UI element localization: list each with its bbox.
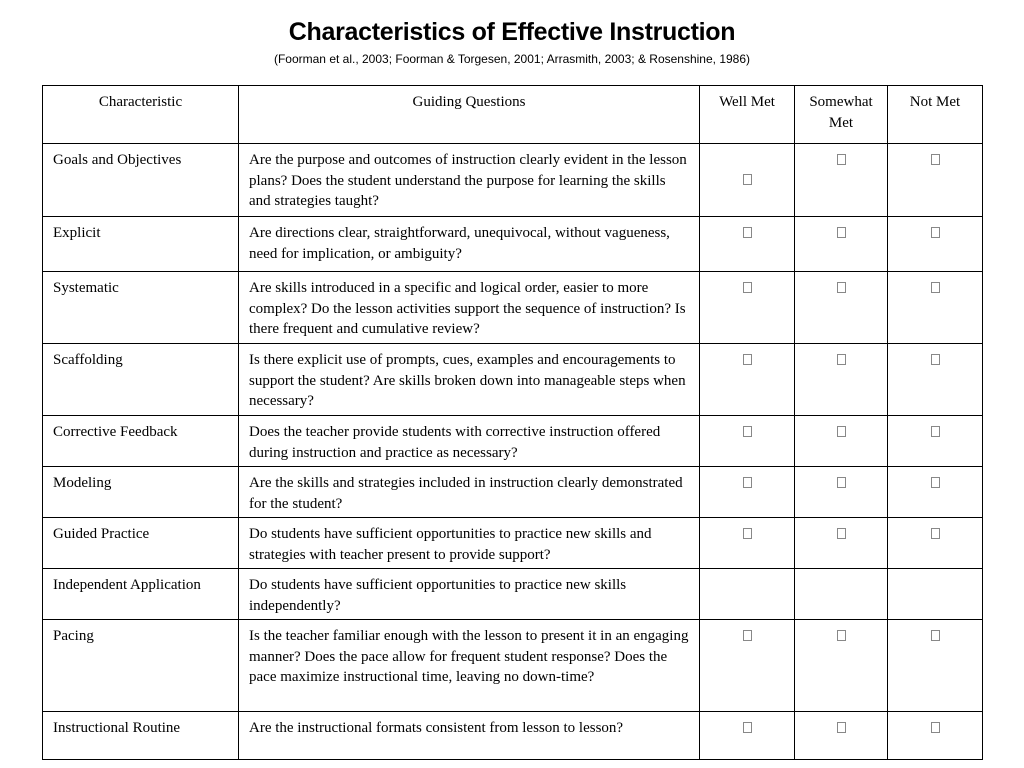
header-row: [43, 86, 983, 144]
well-met-cell[interactable]: [700, 467, 795, 518]
not-met-cell[interactable]: [888, 712, 983, 760]
well-met-checkbox[interactable]: [743, 174, 752, 185]
not-met-checkbox[interactable]: [931, 154, 940, 165]
characteristic-cell: Modeling: [43, 467, 239, 518]
not-met-cell[interactable]: [888, 518, 983, 569]
well-met-checkbox[interactable]: [743, 354, 752, 365]
not-met-cell[interactable]: [888, 272, 983, 344]
not-met-cell[interactable]: [888, 217, 983, 272]
header-guiding-questions: Guiding Questions: [239, 86, 700, 144]
not-met-cell[interactable]: [888, 144, 983, 217]
well-met-checkbox[interactable]: [743, 282, 752, 293]
well-met-cell[interactable]: [700, 344, 795, 416]
somewhat-met-cell[interactable]: [795, 217, 888, 272]
somewhat-met-cell[interactable]: [795, 620, 888, 712]
well-met-cell[interactable]: [700, 712, 795, 760]
characteristic-cell: Guided Practice: [43, 518, 239, 569]
not-met-cell[interactable]: [888, 620, 983, 712]
not-met-checkbox[interactable]: [931, 227, 940, 238]
table-row: [43, 518, 983, 569]
guiding-question-cell: Are directions clear, straightforward, unequivocal, without vagueness, need for implication, or ambiguity?: [239, 217, 700, 272]
somewhat-met-cell[interactable]: [795, 518, 888, 569]
characteristic-cell: Instructional Routine: [43, 712, 239, 760]
guiding-question-cell: Do students have sufficient opportunities to practice new skills independently?: [239, 569, 700, 620]
table-row: [43, 416, 983, 467]
somewhat-met-cell[interactable]: [795, 712, 888, 760]
well-met-checkbox[interactable]: [743, 227, 752, 238]
well-met-checkbox[interactable]: [743, 477, 752, 488]
somewhat-met-checkbox[interactable]: [837, 354, 846, 365]
guiding-question-cell: Is there explicit use of prompts, cues, examples and encouragements to support the student? Are skills broken down into manageable steps when necessary?: [239, 344, 700, 416]
somewhat-met-checkbox[interactable]: [837, 227, 846, 238]
well-met-cell[interactable]: [700, 272, 795, 344]
not-met-checkbox[interactable]: [931, 282, 940, 293]
not-met-checkbox[interactable]: [931, 477, 940, 488]
guiding-question-cell: Do students have sufficient opportunities to practice new skills and strategies with teacher present to provide support?: [239, 518, 700, 569]
table-row: [43, 217, 983, 272]
somewhat-met-cell[interactable]: [795, 272, 888, 344]
document-citation: (Foorman et al., 2003; Foorman & Torgesen, 2001; Arrasmith, 2003; & Rosenshine, 1986): [273, 52, 751, 66]
somewhat-met-checkbox[interactable]: [837, 282, 846, 293]
guiding-question-cell: Is the teacher familiar enough with the lesson to present it in an engaging manner? Does the pace allow for frequent student response? Does the pace maximize instructional time, leaving no down-time?: [239, 620, 700, 712]
characteristic-cell: Independent Application: [43, 569, 239, 620]
not-met-checkbox[interactable]: [931, 630, 940, 641]
guiding-question-cell: Are the skills and strategies included in instruction clearly demonstrated for the student?: [239, 467, 700, 518]
table-row: [43, 467, 983, 518]
characteristic-cell: Pacing: [43, 620, 239, 712]
not-met-cell[interactable]: [888, 467, 983, 518]
guiding-question-cell: Are the instructional formats consistent from lesson to lesson?: [239, 712, 700, 760]
somewhat-met-checkbox[interactable]: [837, 477, 846, 488]
somewhat-met-checkbox[interactable]: [837, 722, 846, 733]
header-well-met: Well Met: [700, 86, 795, 144]
well-met-cell[interactable]: [700, 569, 795, 620]
table-row: [43, 569, 983, 620]
guiding-question-cell: Are skills introduced in a specific and logical order, easier to more complex? Do the lesson activities support the sequence of instruction? Is there frequent and cumulative review?: [239, 272, 700, 344]
somewhat-met-checkbox[interactable]: [837, 154, 846, 165]
well-met-checkbox[interactable]: [743, 528, 752, 539]
not-met-checkbox[interactable]: [931, 354, 940, 365]
well-met-cell[interactable]: [700, 217, 795, 272]
not-met-cell[interactable]: [888, 416, 983, 467]
characteristic-cell: Goals and Objectives: [43, 144, 239, 217]
table-row: [43, 144, 983, 217]
somewhat-met-checkbox[interactable]: [837, 630, 846, 641]
guiding-question-cell: Does the teacher provide students with corrective instruction offered during instruction and practice as necessary?: [239, 416, 700, 467]
table-row: [43, 620, 983, 712]
header-somewhat-met: Somewhat Met: [795, 86, 888, 144]
table-row: [43, 344, 983, 416]
well-met-cell[interactable]: [700, 518, 795, 569]
somewhat-met-checkbox[interactable]: [837, 528, 846, 539]
somewhat-met-cell[interactable]: [795, 569, 888, 620]
well-met-checkbox[interactable]: [743, 722, 752, 733]
not-met-checkbox[interactable]: [931, 528, 940, 539]
somewhat-met-cell[interactable]: [795, 344, 888, 416]
characteristic-cell: Scaffolding: [43, 344, 239, 416]
well-met-cell[interactable]: [700, 416, 795, 467]
characteristic-cell: Systematic: [43, 272, 239, 344]
characteristic-cell: Explicit: [43, 217, 239, 272]
somewhat-met-cell[interactable]: [795, 416, 888, 467]
well-met-cell[interactable]: [700, 620, 795, 712]
not-met-cell[interactable]: [888, 569, 983, 620]
guiding-question-cell: Are the purpose and outcomes of instruction clearly evident in the lesson plans? Does the student understand the purpose for learning the skills and strategies taught?: [239, 144, 700, 217]
document-title: Characteristics of Effective Instruction: [288, 18, 736, 46]
characteristic-cell: Corrective Feedback: [43, 416, 239, 467]
well-met-checkbox[interactable]: [743, 426, 752, 437]
somewhat-met-checkbox[interactable]: [837, 426, 846, 437]
header-characteristic: Characteristic: [43, 86, 239, 144]
not-met-checkbox[interactable]: [931, 426, 940, 437]
table-row: [43, 272, 983, 344]
header-not-met: Not Met: [888, 86, 983, 144]
somewhat-met-cell[interactable]: [795, 144, 888, 217]
somewhat-met-cell[interactable]: [795, 467, 888, 518]
well-met-cell[interactable]: [700, 144, 795, 217]
table-row: [43, 712, 983, 760]
well-met-checkbox[interactable]: [743, 630, 752, 641]
characteristics-table: [42, 85, 983, 760]
not-met-checkbox[interactable]: [931, 722, 940, 733]
not-met-cell[interactable]: [888, 344, 983, 416]
